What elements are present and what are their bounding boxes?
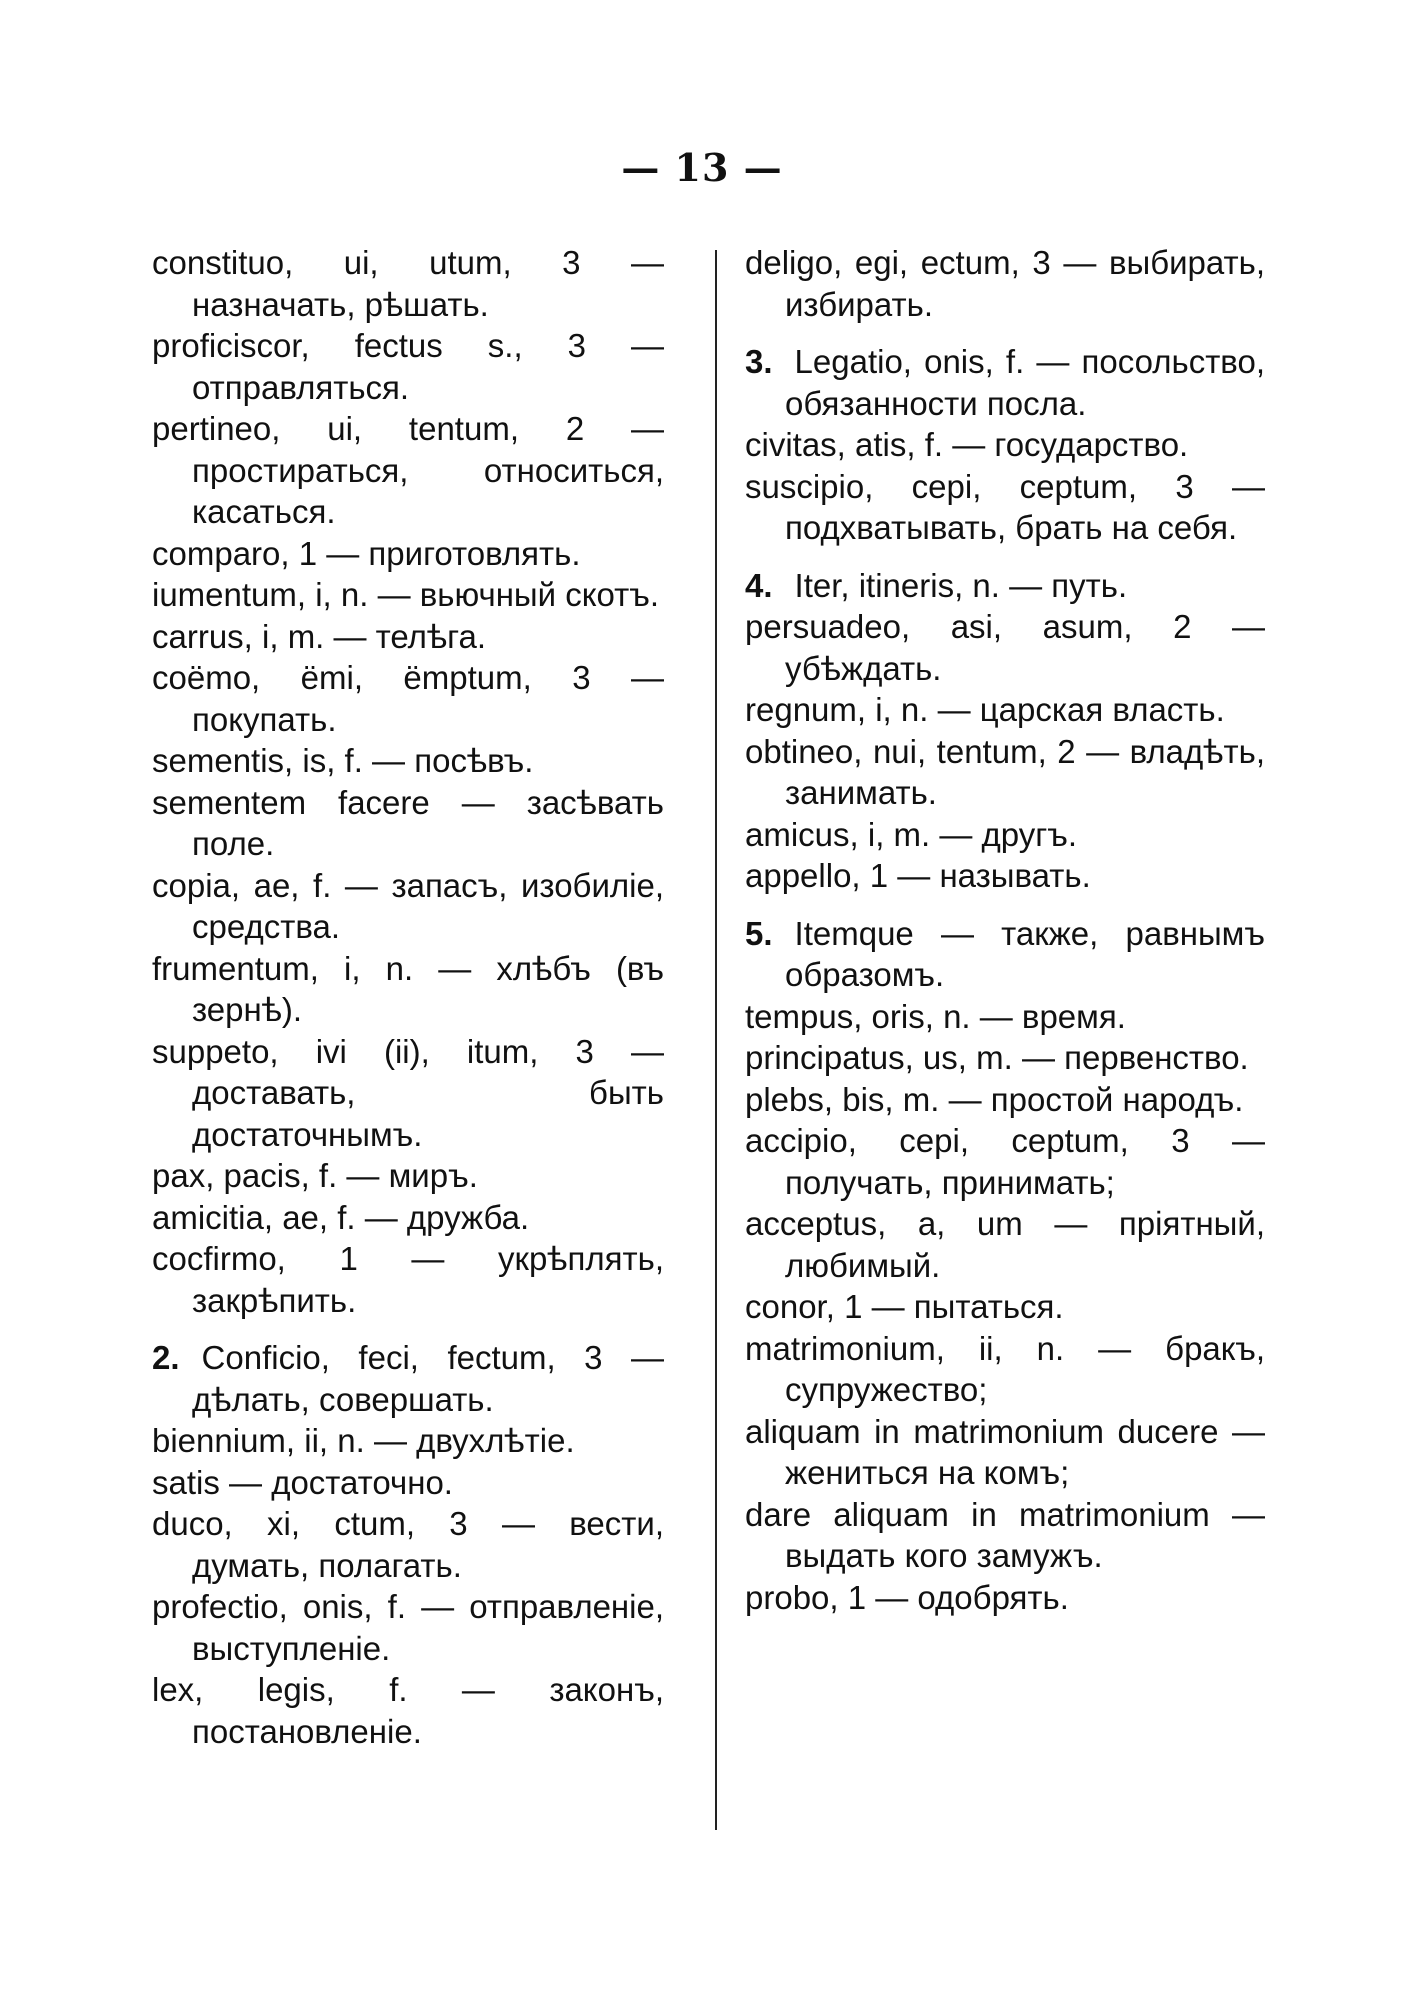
- dictionary-entry: [745, 565, 1265, 607]
- entry-text: obtineo, nui, tentum, 2 — владѣть, занимать.: [745, 732, 1265, 811]
- dictionary-entry: [745, 1328, 1265, 1411]
- entry-text: accipio, cepi, ceptum, 3 — получать, принимать;: [745, 1122, 1265, 1201]
- entry-text: civitas, atis, f. — государство.: [745, 426, 1189, 463]
- dictionary-entry: [152, 1462, 664, 1504]
- entry-text: pertineo, ui, tentum, 2 — простираться, относиться, касаться.: [152, 410, 664, 530]
- dictionary-entry: [152, 574, 664, 616]
- dictionary-entry: [152, 1669, 664, 1752]
- dictionary-entry: [152, 616, 664, 658]
- dictionary-entry: [152, 533, 664, 575]
- dictionary-entry: [745, 814, 1265, 856]
- entry-text: matrimonium, ii, n. — бракъ, супружество;: [745, 1329, 1265, 1408]
- dictionary-entry: [745, 913, 1265, 996]
- dictionary-entry: [152, 1197, 664, 1239]
- entry-text: satis — достаточно.: [152, 1463, 453, 1501]
- section-number: 3.: [745, 343, 773, 380]
- dictionary-entry: [152, 657, 664, 740]
- entry-text: probo, 1 — одобрять.: [745, 1578, 1069, 1616]
- entry-text: profectio, onis, f. — отправленіе, выступленіе.: [152, 1588, 664, 1667]
- entry-text: regnum, i, n. — царская власть.: [745, 691, 1225, 728]
- column-divider: [715, 250, 717, 1830]
- dictionary-entry: [152, 408, 664, 533]
- entry-text: cocfirmo, 1 — укрѣплять, закрѣпить.: [152, 1240, 664, 1319]
- entry-text: Legatio, onis, f. — посольство, обязанности посла.: [785, 343, 1265, 422]
- dictionary-entry: [152, 1586, 664, 1669]
- dictionary-entry: [745, 341, 1265, 424]
- entry-text: sementem facere — засѣвать поле.: [152, 783, 664, 862]
- entry-text: iumentum, i, n. — вьючный скотъ.: [152, 576, 660, 613]
- entry-text: amicus, i, m. — другъ.: [745, 815, 1078, 853]
- right-column: [745, 242, 1265, 1618]
- entry-text: duco, xi, ctum, 3 — вести, думать, полагать.: [152, 1505, 664, 1584]
- dictionary-entry: [152, 1031, 664, 1156]
- dictionary-entry: [745, 1203, 1265, 1286]
- entry-text: suppeto, ivi (ii), itum, 3 — доставать, быть достаточнымъ.: [152, 1032, 664, 1153]
- dictionary-entry: [152, 1503, 664, 1586]
- dictionary-entry: [152, 782, 664, 865]
- entry-text: acceptus, a, um — пріятный, любимый.: [745, 1205, 1265, 1284]
- entry-text: biennium, ii, n. — двухлѣтіе.: [152, 1422, 575, 1459]
- dictionary-entry: [745, 424, 1265, 466]
- entry-text: carrus, i, m. — телѣга.: [152, 617, 486, 655]
- dictionary-entry: [152, 1155, 664, 1197]
- dictionary-entry: [745, 1037, 1265, 1079]
- entry-text: suscipio, cepi, ceptum, 3 — подхватывать, брать на себя.: [745, 467, 1265, 546]
- entry-text: coëmo, ëmi, ëmptum, 3 — покупать.: [152, 659, 664, 738]
- dictionary-entry: [745, 1120, 1265, 1203]
- entry-text: amicitia, ae, f. — дружба.: [152, 1198, 530, 1236]
- entry-text: aliquam in matrimonium ducere — жениться на комъ;: [745, 1412, 1265, 1491]
- page-number: — 13 —: [621, 145, 783, 190]
- section-number: 5.: [745, 914, 773, 952]
- entry-text: principatus, us, m. — первенство.: [745, 1039, 1249, 1076]
- entry-text: persuadeo, asi, asum, 2 — убѣждать.: [745, 608, 1265, 687]
- entry-text: constituo, ui, utum, 3 — назначать, рѣшать.: [152, 244, 664, 323]
- dictionary-entry: [745, 1079, 1265, 1121]
- entry-text: Iter, itineris, n. — путь.: [794, 566, 1128, 604]
- entry-text: pax, pacis, f. — миръ.: [152, 1157, 478, 1194]
- entry-text: copia, ae, f. — запасъ, изобиліе, средства.: [152, 866, 664, 945]
- dictionary-entry: [745, 731, 1265, 814]
- entry-text: sementis, is, f. — посѣвъ.: [152, 742, 534, 779]
- dictionary-entry: [152, 865, 664, 948]
- entry-text: frumentum, i, n. — хлѣбъ (въ зернѣ).: [152, 949, 664, 1028]
- dictionary-entry: [152, 1420, 664, 1462]
- left-column: [152, 242, 664, 1752]
- entry-text: proficiscor, fectus s., 3 — отправляться.: [152, 327, 664, 406]
- entry-text: Conficio, feci, fectum, 3 — дѣлать, совершать.: [192, 1339, 664, 1418]
- dictionary-entry: [745, 855, 1265, 897]
- entry-text: plebs, bis, m. — простой народъ.: [745, 1080, 1244, 1118]
- section-number: 2.: [152, 1339, 180, 1376]
- dictionary-entry: [152, 1337, 664, 1420]
- entry-text: tempus, oris, n. — время.: [745, 997, 1126, 1035]
- dictionary-entry: [745, 1577, 1265, 1619]
- entry-text: dare aliquam in matrimonium — выдать кого замужъ.: [745, 1495, 1265, 1574]
- dictionary-entry: [745, 689, 1265, 731]
- dictionary-entry: [152, 325, 664, 408]
- dictionary-entry: [745, 242, 1265, 325]
- dictionary-entry: [745, 466, 1265, 549]
- entry-text: comparo, 1 — приготовлять.: [152, 534, 581, 572]
- dictionary-entry: [745, 1286, 1265, 1328]
- entry-text: Itemque — также, равнымъ образомъ.: [785, 914, 1265, 993]
- dictionary-entry: [745, 606, 1265, 689]
- dictionary-entry: [152, 740, 664, 782]
- dictionary-entry: [152, 1238, 664, 1321]
- section-number: 4.: [745, 566, 773, 604]
- dictionary-entry: [745, 1411, 1265, 1494]
- dictionary-entry: [152, 242, 664, 325]
- entry-text: conor, 1 — пытаться.: [745, 1288, 1064, 1325]
- entry-text: lex, legis, f. — законъ, постановленіе.: [152, 1671, 664, 1750]
- entry-text: appello, 1 — называть.: [745, 857, 1091, 894]
- entry-text: deligo, egi, ectum, 3 — выбирать, избирать.: [745, 244, 1265, 323]
- dictionary-entry: [152, 948, 664, 1031]
- dictionary-entry: [745, 1494, 1265, 1577]
- dictionary-entry: [745, 996, 1265, 1038]
